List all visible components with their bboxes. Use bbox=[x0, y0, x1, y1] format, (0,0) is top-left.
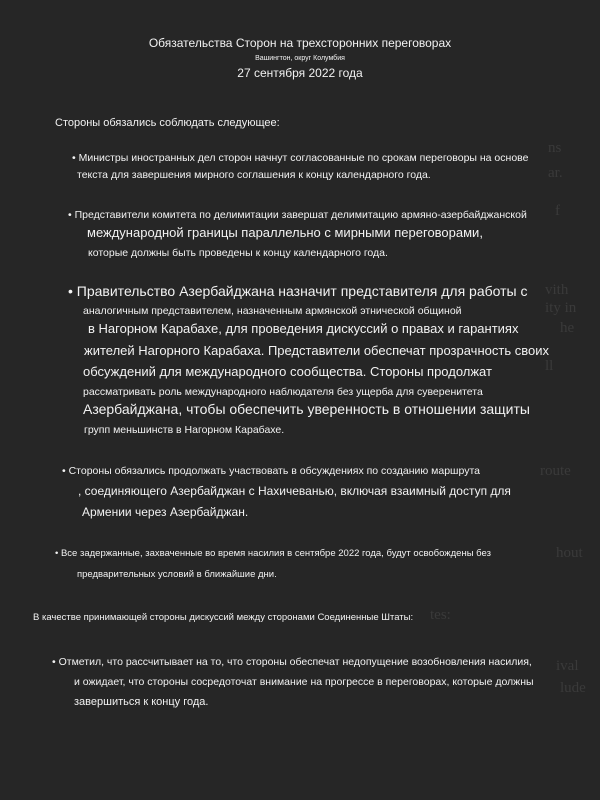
document-date: 27 сентября 2022 года bbox=[237, 66, 363, 80]
ghost-text: route bbox=[540, 463, 571, 479]
ghost-text: ar. bbox=[548, 165, 563, 181]
document-place: Вашингтон, округ Колумбия bbox=[255, 55, 345, 62]
ghost-text: lude bbox=[560, 680, 586, 696]
ghost-text: vith bbox=[545, 282, 569, 298]
ghost-text: ival bbox=[556, 658, 579, 674]
bullet-4-line-1: • Стороны обязались продолжать участвовать в обсуждениях по созданию маршрута bbox=[62, 465, 480, 477]
bullet-3-line-2: аналогичным представителем, назначенным армянской этнической общиной bbox=[83, 305, 462, 317]
host-bullet-line-3: завершиться к концу года. bbox=[74, 696, 209, 708]
ghost-text: f bbox=[555, 203, 560, 219]
host-intro: В качестве принимающей стороны дискуссий между сторонами Соединенные Штаты: bbox=[33, 612, 414, 623]
bullet-1-line-1: • Министры иностранных дел сторон начнут согласованные по срокам переговоры на основе bbox=[72, 152, 529, 164]
bullet-3-line-8: групп меньшинств в Нагорном Карабахе. bbox=[84, 424, 285, 436]
bullet-2-line-2: международной границы параллельно с мирными переговорами, bbox=[87, 225, 483, 240]
bullet-2-line-1: • Представители комитета по делимитации завершат делимитацию армяно-азербайджанской bbox=[68, 209, 527, 221]
bullet-3-line-7: Азербайджана, чтобы обеспечить уверенность в отношении защиты bbox=[83, 401, 530, 417]
ghost-text: ity in bbox=[545, 300, 577, 316]
host-bullet-line-1: • Отметил, что рассчитывает на то, что стороны обеспечат недопущение возобновления насилия, bbox=[52, 656, 532, 668]
bullet-3-line-1: • Правительство Азербайджана назначит представителя для работы с bbox=[68, 283, 528, 299]
bullet-4-line-3: Армении через Азербайджан. bbox=[82, 505, 249, 519]
commitments-intro: Стороны обязались соблюдать следующее: bbox=[55, 117, 280, 129]
bullet-5-line-2: предварительных условий в ближайшие дни. bbox=[77, 569, 277, 580]
document-title: Обязательства Сторон на трехсторонних переговорах bbox=[148, 36, 452, 50]
bullet-3-line-5: обсуждений для международного сообщества. Стороны продолжат bbox=[83, 364, 492, 379]
bullet-4-line-2: , соединяющего Азербайджан с Нахичеванью, включая взаимный доступ для bbox=[78, 484, 511, 498]
ghost-text: tes: bbox=[430, 607, 451, 623]
bullet-3-line-3: в Нагорном Карабахе, для проведения дискуссий о правах и гарантиях bbox=[88, 321, 519, 336]
bullet-3-line-6: рассматривать роль международного наблюдателя без ущерба для суверенитета bbox=[83, 386, 483, 398]
bullet-3-line-4: жителей Нагорного Карабаха. Представители обеспечат прозрачность своих bbox=[84, 343, 549, 358]
ghost-text: hout bbox=[556, 545, 583, 561]
host-bullet-line-2: и ожидает, что стороны сосредоточат внимание на прогрессе в переговорах, которые должны bbox=[74, 676, 534, 688]
ghost-text: he bbox=[560, 320, 575, 336]
bullet-5-line-1: • Все задержанные, захваченные во время насилия в сентябре 2022 года, будут освобождены без bbox=[55, 548, 491, 559]
bullet-1-line-2: текста для завершения мирного соглашения к концу календарного года. bbox=[77, 169, 431, 181]
ghost-text: ns bbox=[548, 140, 562, 156]
bullet-2-line-3: которые должны быть проведены к концу календарного года. bbox=[88, 247, 388, 259]
ghost-text: ll bbox=[545, 358, 554, 374]
